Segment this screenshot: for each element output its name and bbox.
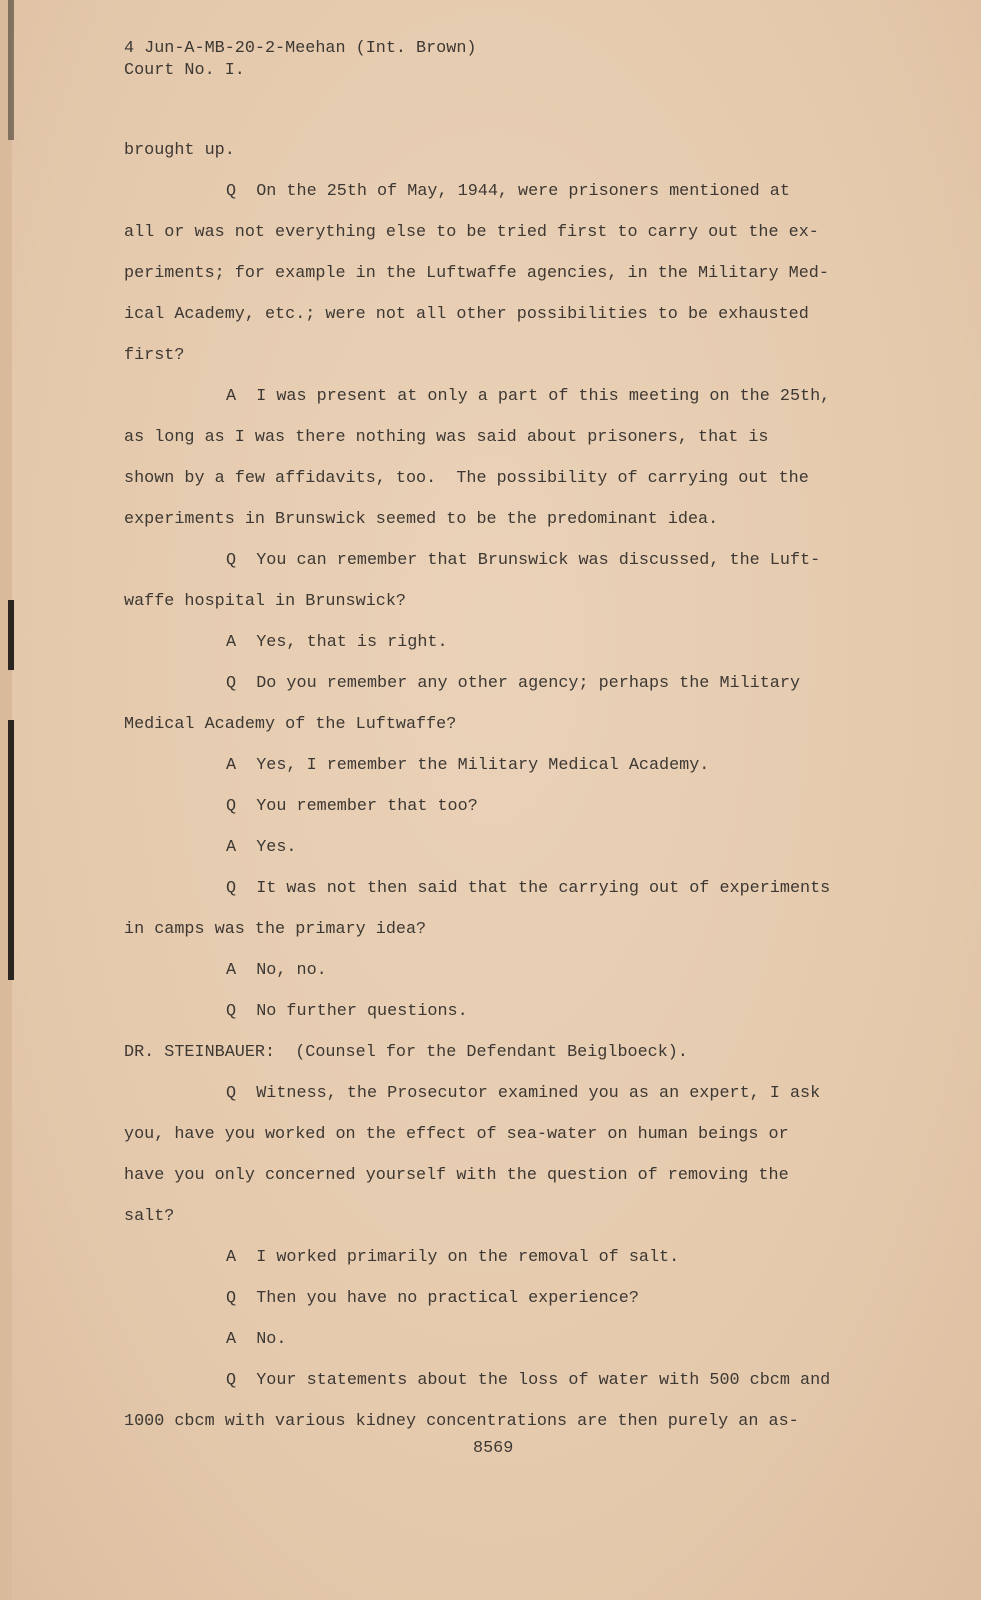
transcript-line: Medical Academy of the Luftwaffe? [124, 715, 457, 734]
transcript-line: salt? [124, 1207, 175, 1226]
transcript-line: A No, no. [226, 961, 327, 980]
transcript-line: ical Academy, etc.; were not all other possibilities to be exhausted [124, 305, 809, 324]
transcript-line: Q On the 25th of May, 1944, were prisoners mentioned at [226, 182, 790, 201]
transcript-line: Q Do you remember any other agency; perhaps the Military [226, 674, 801, 693]
transcript-line: DR. STEINBAUER: (Counsel for the Defendant Beiglboeck). [124, 1043, 688, 1062]
transcript-line: periments; for example in the Luftwaffe agencies, in the Military Med- [124, 264, 829, 283]
edge-tear [8, 720, 14, 980]
transcript-line: A I was present at only a part of this meeting on the 25th, [226, 387, 831, 406]
transcript-line: 1000 cbcm with various kidney concentrations are then purely an as- [124, 1412, 799, 1431]
transcript-line: A Yes, that is right. [226, 633, 448, 652]
transcript-line: Q Your statements about the loss of water with 500 cbcm and [226, 1371, 831, 1390]
transcript-line: Q No further questions. [226, 1002, 468, 1021]
transcript-line: A Yes, I remember the Military Medical Academy. [226, 756, 710, 775]
transcript-line: all or was not everything else to be tried first to carry out the ex- [124, 223, 819, 242]
transcript-line: brought up. [124, 141, 235, 160]
transcript-body [124, 140, 830, 1433]
document-header [124, 38, 476, 82]
transcript-line: A No. [226, 1330, 287, 1349]
edge-shadow [8, 0, 14, 140]
transcript-line: Q You remember that too? [226, 797, 478, 816]
transcript-line: in camps was the primary idea? [124, 920, 427, 939]
transcript-line: Q It was not then said that the carrying out of experiments [226, 879, 831, 898]
transcript-line: first? [124, 346, 185, 365]
transcript-line: Q Witness, the Prosecutor examined you as an expert, I ask [226, 1084, 821, 1103]
transcript-line: you, have you worked on the effect of sea-water on human beings or [124, 1125, 789, 1144]
transcript-line: A I worked primarily on the removal of salt. [226, 1248, 680, 1267]
page-number: 8569 [473, 1439, 514, 1458]
header-reference: 4 Jun-A-MB-20-2-Meehan (Int. Brown) [124, 39, 477, 58]
transcript-line: experiments in Brunswick seemed to be the predominant idea. [124, 510, 719, 529]
edge-tear [8, 600, 14, 670]
transcript-line: waffe hospital in Brunswick? [124, 592, 406, 611]
transcript-line: as long as I was there nothing was said about prisoners, that is [124, 428, 769, 447]
header-court: Court No. I. [124, 61, 245, 80]
transcript-line: have you only concerned yourself with the question of removing the [124, 1166, 789, 1185]
transcript-line: A Yes. [226, 838, 297, 857]
transcript-line: Q Then you have no practical experience? [226, 1289, 639, 1308]
transcript-line: Q You can remember that Brunswick was discussed, the Luft- [226, 551, 821, 570]
transcript-line: shown by a few affidavits, too. The possibility of carrying out the [124, 469, 809, 488]
